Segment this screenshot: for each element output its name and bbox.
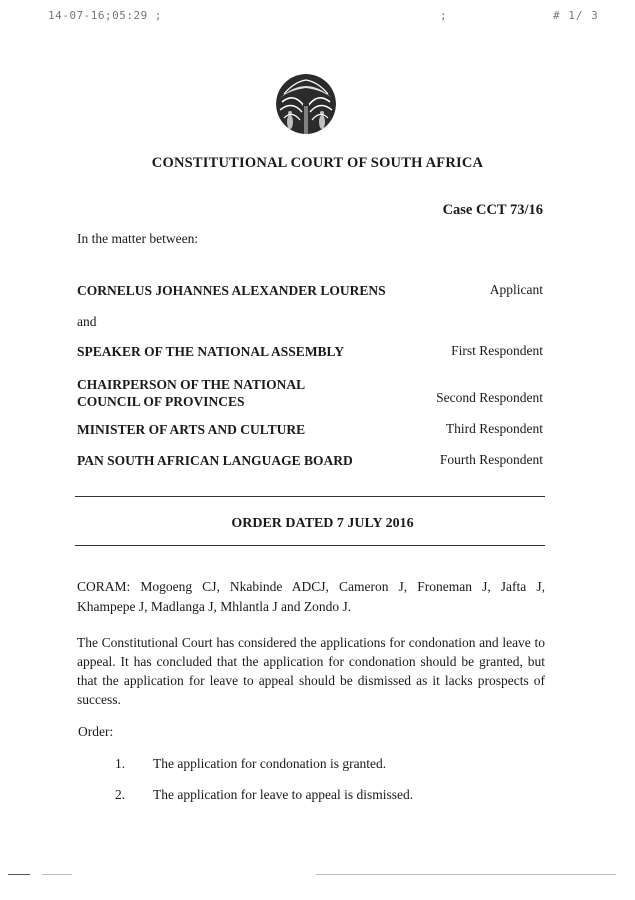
body-line-2: appeal. It has concluded that the application for condonation should be granted, but: [77, 654, 545, 669]
party-second-respondent-role: Second Respondent: [436, 390, 543, 405]
fax-header: [0, 9, 635, 25]
scan-artifact-dash: [42, 874, 72, 875]
order-item-number: 1.: [115, 756, 126, 771]
party-second-respondent-name: [77, 376, 305, 410]
order-item: [115, 787, 413, 803]
order-item-text: The application for leave to appeal is dismissed.: [153, 787, 414, 802]
party-fourth-respondent-role: Fourth Respondent: [439, 452, 543, 467]
fax-timestamp: 14-07-16;05:29 ;: [48, 9, 162, 22]
coram-line-1: CORAM: Mogoeng CJ, Nkabinde ADCJ, Cameron J, Froneman J, Jafta J,: [77, 579, 545, 594]
order-item-text: The application for condonation is granted.: [153, 756, 387, 771]
party-first-respondent-name: SPEAKER OF THE NATIONAL ASSEMBLY: [77, 344, 345, 359]
court-title: CONSTITUTIONAL COURT OF SOUTH AFRICA: [151, 155, 484, 171]
body-line-3: that the application for leave to appeal should be dismissed as it lacks prospects of: [77, 673, 545, 688]
party-fourth-respondent-name: PAN SOUTH AFRICAN LANGUAGE BOARD: [77, 453, 353, 468]
case-number: Case CCT 73/16: [442, 202, 543, 218]
party-applicant-role: Applicant: [489, 282, 543, 297]
scan-artifact-line: [316, 874, 616, 875]
order-item: [115, 756, 386, 772]
fax-mark: ;: [440, 9, 447, 22]
party-first-respondent-role: First Respondent: [451, 343, 543, 358]
divider-bottom: [75, 545, 545, 546]
divider-top: [75, 496, 545, 497]
fax-page-indicator: # 1/ 3: [553, 9, 599, 22]
body-line-4: success.: [77, 692, 121, 707]
coram-line-2: Khampepe J, Madlanga J, Mhlantla J and Zondo J.: [77, 599, 352, 614]
tree-emblem-icon: [274, 68, 338, 138]
party-third-respondent-name: MINISTER OF ARTS AND CULTURE: [77, 422, 306, 437]
order-title: ORDER DATED 7 JULY 2016: [231, 516, 414, 531]
matter-intro: In the matter between:: [77, 231, 199, 246]
order-label: Order:: [78, 724, 114, 739]
party-applicant-name: CORNELUS JOHANNES ALEXANDER LOURENS: [77, 283, 386, 298]
body-line-1: The Constitutional Court has considered the applications for condonation and leave to: [77, 635, 545, 650]
scan-artifact-dash: [8, 874, 30, 875]
party-third-respondent-role: Third Respondent: [445, 421, 543, 436]
order-item-number: 2.: [115, 787, 126, 802]
party-second-respondent-name-line1: CHAIRPERSON OF THE NATIONAL: [77, 377, 306, 392]
conjunction: and: [77, 314, 97, 329]
scan-artifact-footer: [8, 874, 608, 876]
party-second-respondent-name-line2: COUNCIL OF PROVINCES: [77, 394, 245, 409]
